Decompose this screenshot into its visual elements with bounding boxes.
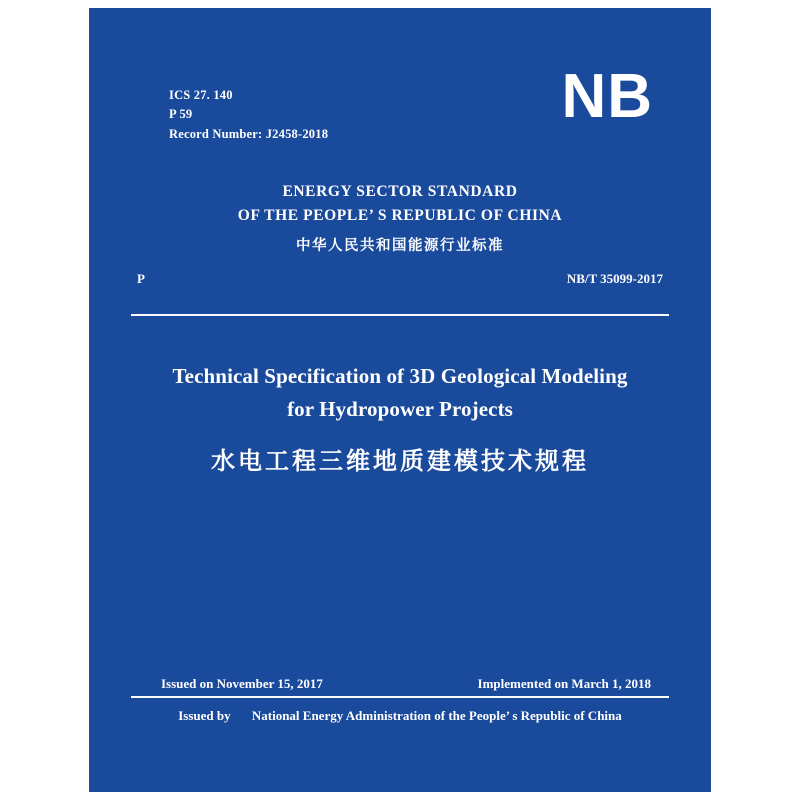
issuer-line — [89, 708, 711, 724]
standard-cover — [89, 8, 711, 792]
ics-code: ICS 27. 140 — [169, 88, 233, 102]
standard-number: NB/T 35099-2017 — [566, 271, 663, 286]
record-number: Record Number: J2458-2018 — [169, 126, 329, 141]
identification-block — [169, 86, 328, 144]
heading-chinese: 中华人民共和国能源行业标准 — [296, 238, 504, 255]
heading-english-line2: OF THE PEOPLE’ S REPUBLIC OF CHINA — [237, 207, 563, 225]
nb-logo: NB — [561, 62, 653, 131]
title-english-line1: Technical Specification of 3D Geological Modeling — [172, 364, 628, 388]
title-english-line2: for Hydropower Projects — [287, 396, 513, 421]
heading-english-line1: ENERGY SECTOR STANDARD — [282, 183, 518, 200]
code-row — [137, 271, 663, 287]
category-code: P — [137, 271, 145, 286]
divider-bottom — [131, 696, 669, 698]
issuer-organization: National Energy Administration of the People’ s Republic of China — [251, 708, 622, 723]
classification-code: P 59 — [169, 107, 193, 122]
implemented-date: Implemented on March 1, 2018 — [477, 676, 651, 691]
title-block — [89, 360, 711, 476]
standard-headings — [89, 180, 711, 255]
issuer-label: Issued by — [178, 708, 231, 723]
title-chinese: 水电工程三维地质建模技术规程 — [211, 447, 589, 476]
divider-top — [131, 314, 669, 316]
dates-row — [161, 676, 651, 692]
issued-date: Issued on November 15, 2017 — [161, 676, 323, 691]
